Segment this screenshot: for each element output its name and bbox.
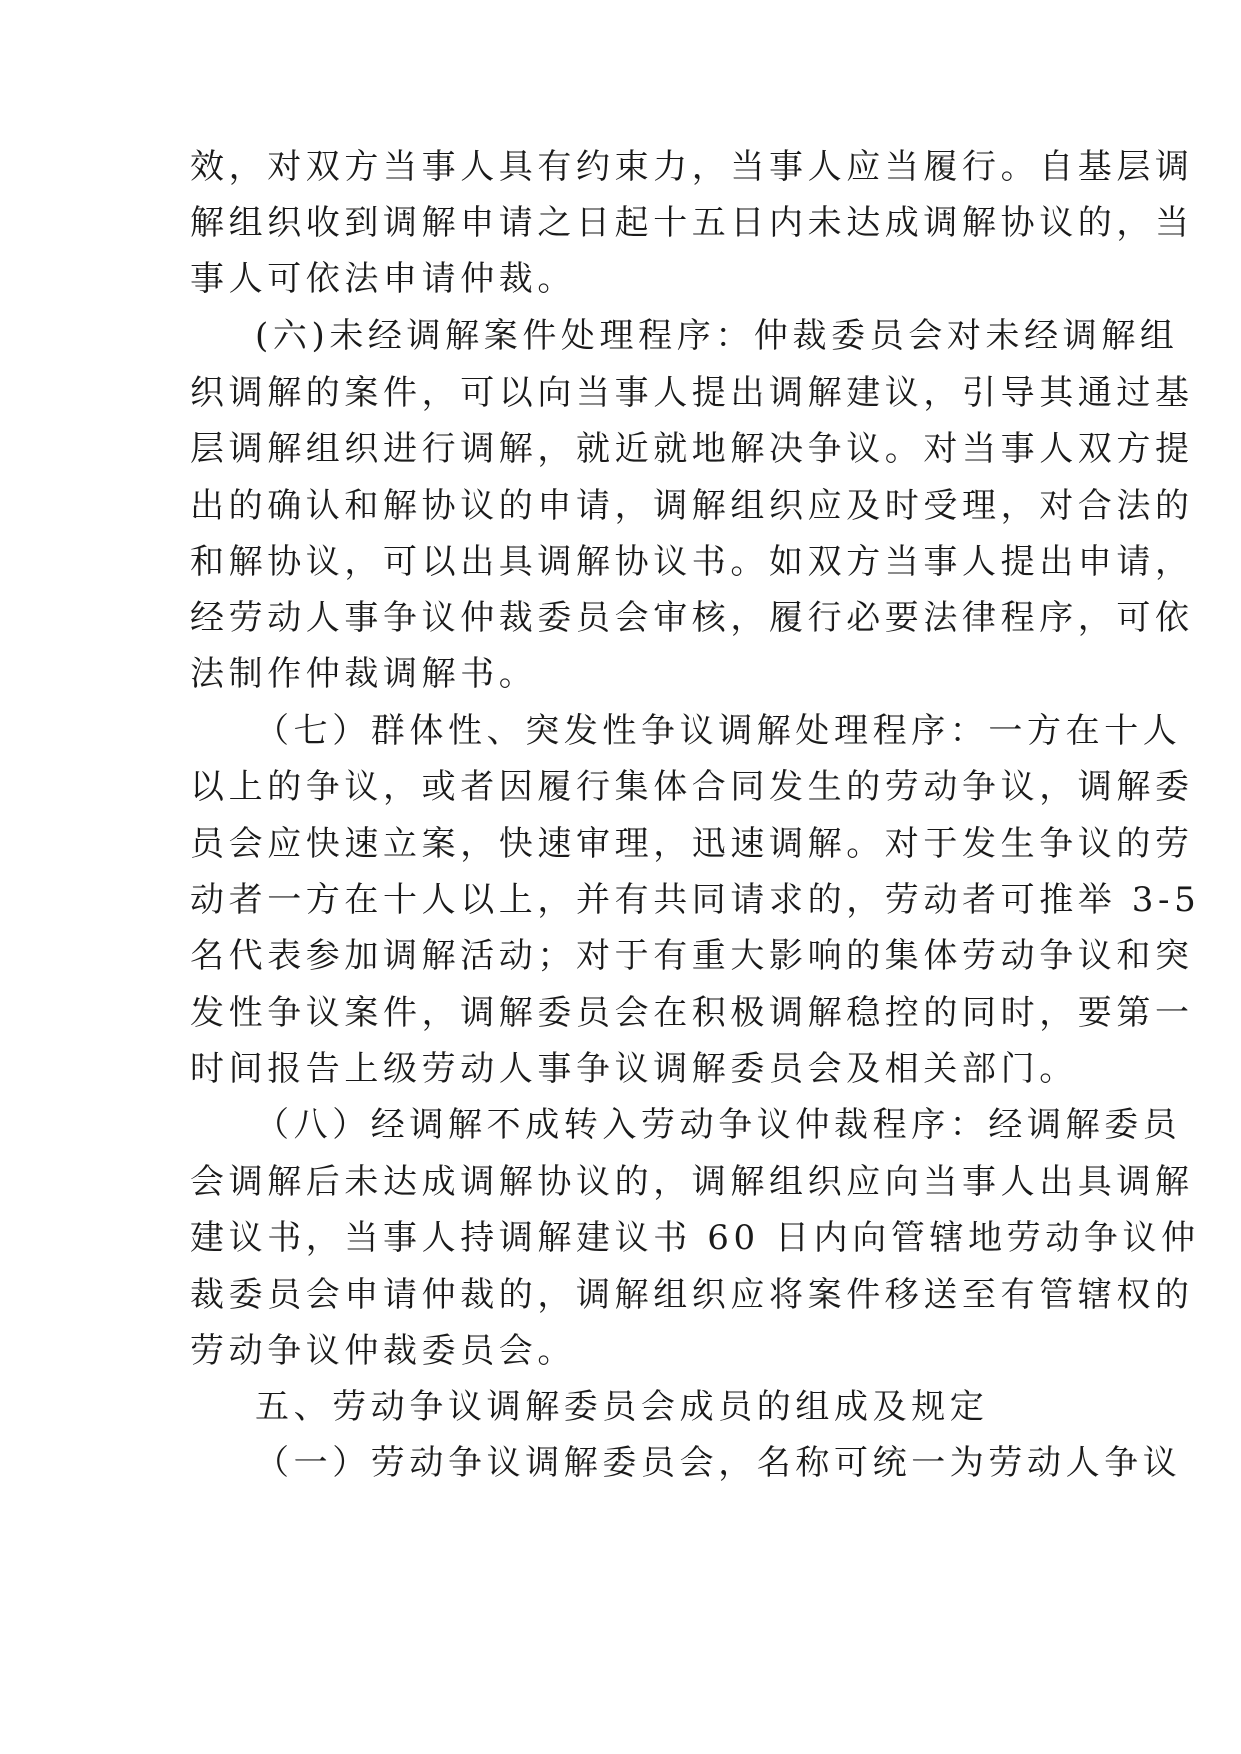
text-line: 劳动争议仲裁委员会。	[190, 1331, 576, 1371]
text-line: 织调解的案件，可以向当事人提出调解建议，引导其通过基	[190, 373, 1194, 413]
section-heading: 五、劳动争议调解委员会成员的组成及规定	[255, 1387, 989, 1427]
text-line: 出的确认和解协议的申请，调解组织应及时受理，对合法的	[190, 486, 1194, 526]
text-line: 和解协议，可以出具调解协议书。如双方当事人提出申请，	[190, 542, 1194, 582]
text-line: 员会应快速立案，快速审理，迅速调解。对于发生争议的劳	[190, 824, 1194, 864]
text-line: 效，对双方当事人具有约束力，当事人应当履行。自基层调	[190, 147, 1194, 187]
text-line: 建议书，当事人持调解建议书 60 日内向管辖地劳动争议仲	[190, 1218, 1200, 1258]
paragraph-six-start: (六)未经调解案件处理程序：仲裁委员会对未经调解组	[255, 316, 1179, 356]
text-line: 法制作仲裁调解书。	[190, 654, 538, 694]
text-line: 以上的争议，或者因履行集体合同发生的劳动争议，调解委	[190, 767, 1194, 807]
text-line: 发性争议案件，调解委员会在积极调解稳控的同时，要第一	[190, 993, 1194, 1033]
text-line: 时间报告上级劳动人事争议调解委员会及相关部门。	[190, 1049, 1078, 1089]
paragraph-seven-start: （七）群体性、突发性争议调解处理程序：一方在十人	[255, 711, 1182, 751]
paragraph-eight-start: （八）经调解不成转入劳动争议仲裁程序：经调解委员	[255, 1105, 1182, 1145]
text-line: 事人可依法申请仲裁。	[190, 259, 576, 299]
text-line: 层调解组织进行调解，就近就地解决争议。对当事人双方提	[190, 429, 1194, 469]
text-line: 经劳动人事争议仲裁委员会审核，履行必要法律程序，可依	[190, 598, 1194, 638]
text-line: 名代表参加调解活动；对于有重大影响的集体劳动争议和突	[190, 936, 1194, 976]
text-line: 会调解后未达成调解协议的，调解组织应向当事人出具调解	[190, 1162, 1194, 1202]
text-line: 动者一方在十人以上，并有共同请求的，劳动者可推举 3-5	[190, 880, 1201, 920]
text-line: 裁委员会申请仲裁的，调解组织应将案件移送至有管辖权的	[190, 1275, 1194, 1315]
text-line: 解组织收到调解申请之日起十五日内未达成调解协议的，当	[190, 203, 1194, 243]
paragraph-one-start: （一）劳动争议调解委员会，名称可统一为劳动人争议	[255, 1443, 1182, 1483]
